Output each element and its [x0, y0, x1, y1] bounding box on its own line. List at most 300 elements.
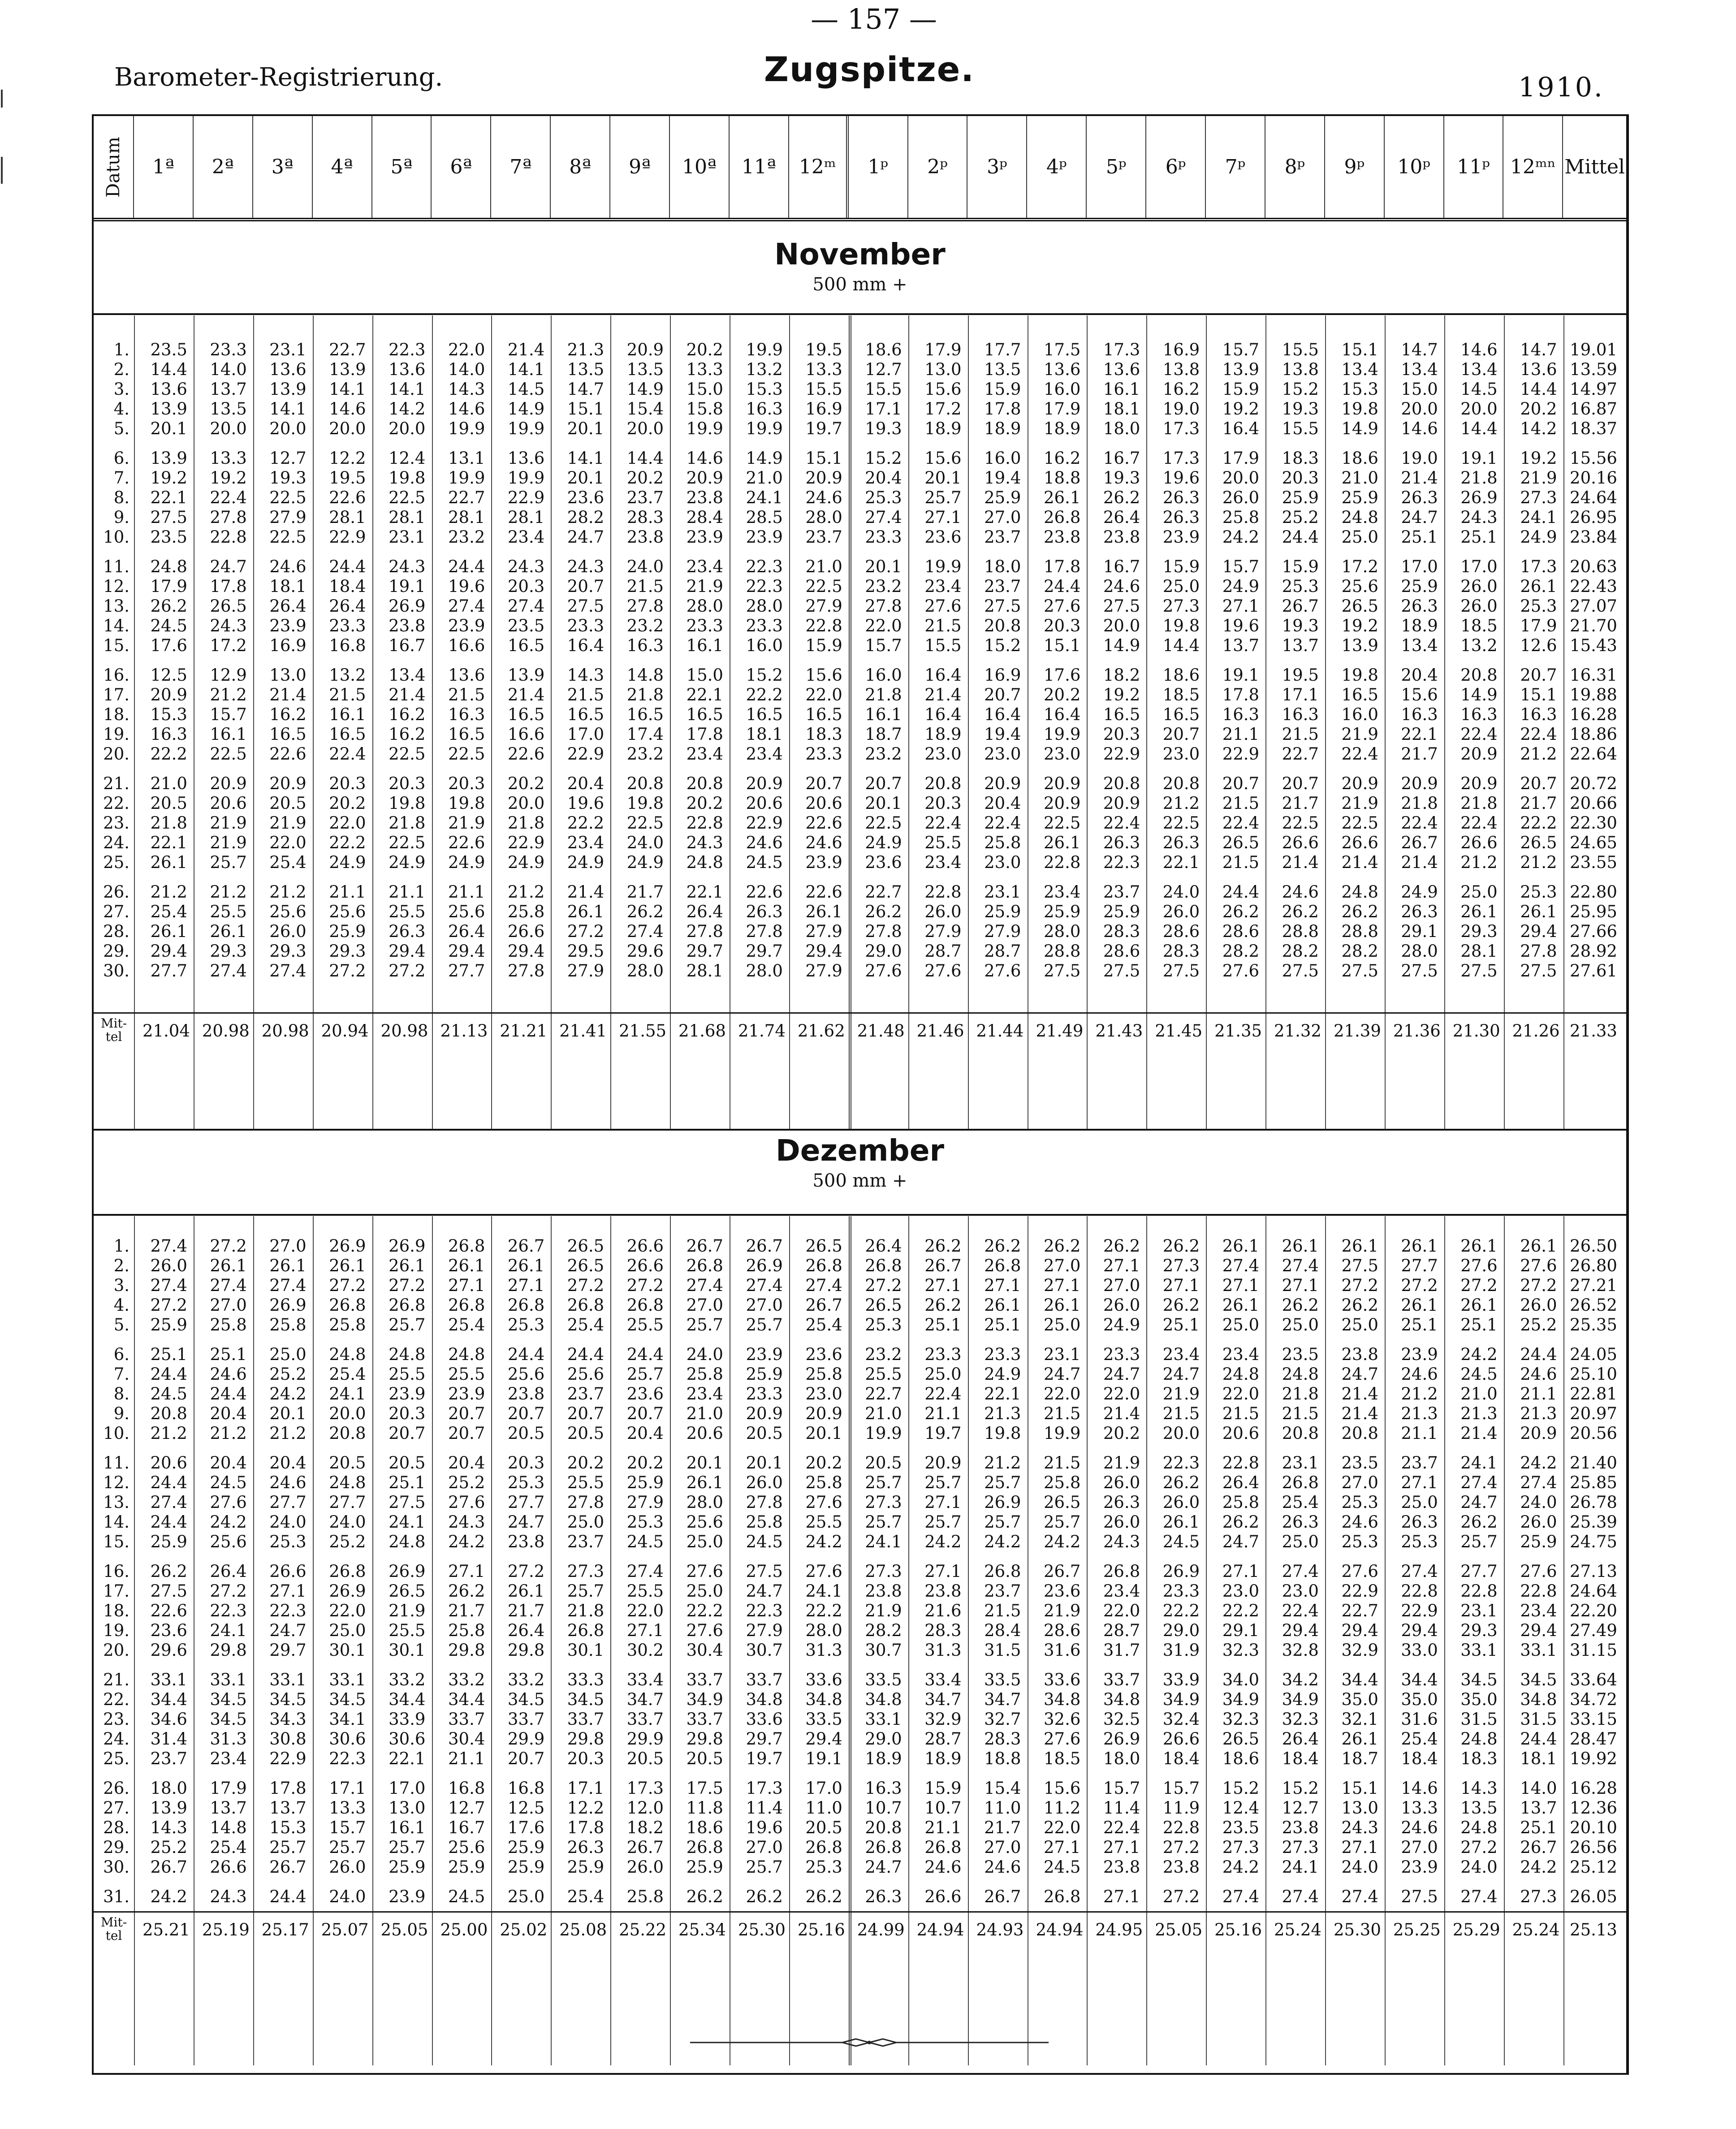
hourly-value: 13.9	[150, 399, 187, 419]
hourly-value: 26.8	[686, 1256, 723, 1275]
hourly-value: 33.5	[984, 1670, 1021, 1689]
hourly-value: 14.1	[567, 449, 605, 468]
daily-mean: 19.88	[1570, 685, 1617, 704]
day-label: 3.	[113, 1276, 130, 1295]
hourly-value: 22.1	[686, 882, 723, 902]
hourly-value: 19.3	[269, 468, 307, 488]
hourly-value: 20.0	[329, 1404, 366, 1423]
hourly-value: 21.2	[150, 1424, 187, 1443]
hourly-value: 14.4	[1460, 419, 1498, 438]
hourly-value: 27.7	[1401, 1256, 1438, 1275]
datum-label: Datum	[103, 136, 124, 198]
daily-mean: 25.10	[1570, 1365, 1617, 1384]
hourly-value: 27.7	[329, 1493, 366, 1512]
hourly-value: 22.2	[329, 833, 366, 852]
hourly-value: 29.3	[210, 941, 247, 961]
hourly-value: 19.9	[686, 419, 723, 438]
hourly-value: 26.9	[269, 1296, 307, 1315]
hourly-value: 17.9	[210, 1779, 247, 1798]
hourly-value: 20.9	[686, 468, 723, 488]
hourly-value: 23.2	[626, 744, 664, 764]
hourly-value: 30.6	[329, 1729, 366, 1749]
hourly-value: 20.8	[1460, 665, 1498, 685]
hourly-value: 24.5	[1460, 1365, 1498, 1384]
hourly-value: 13.6	[269, 360, 307, 379]
hourly-value: 16.3	[150, 725, 187, 744]
hourly-value: 26.8	[567, 1296, 605, 1315]
hourly-value: 27.2	[507, 1562, 545, 1581]
hourly-value: 27.2	[329, 1276, 366, 1295]
hourly-value: 23.9	[448, 1384, 485, 1403]
hourly-value: 22.5	[865, 813, 902, 833]
hourly-value: 27.1	[1222, 1276, 1260, 1295]
hourly-value: 21.5	[1222, 1404, 1260, 1423]
hourly-value: 10.7	[865, 1798, 902, 1818]
hourly-value: 25.9	[507, 1857, 545, 1877]
hourly-value: 21.0	[865, 1404, 902, 1423]
hourly-value: 22.4	[1460, 725, 1498, 744]
hourly-value: 20.7	[507, 1749, 545, 1768]
hourly-value: 21.0	[150, 774, 187, 793]
hourly-value: 18.1	[1103, 399, 1140, 419]
hourly-value: 18.9	[924, 725, 962, 744]
hourly-value: 24.6	[210, 1365, 247, 1384]
hourly-value: 32.6	[1044, 1710, 1081, 1729]
hourly-value: 23.8	[1044, 527, 1081, 547]
hourly-value: 19.3	[865, 419, 902, 438]
hourly-value: 24.6	[805, 488, 842, 507]
hourly-value: 26.2	[984, 1236, 1021, 1256]
monthly-mean: 25.13	[1570, 1920, 1617, 1939]
hourly-value: 22.4	[1282, 1601, 1319, 1620]
hourly-value: 27.4	[1520, 1473, 1557, 1492]
hourly-value: 23.7	[805, 527, 842, 547]
hourly-value: 22.9	[269, 1749, 307, 1768]
hourly-value: 34.7	[626, 1690, 664, 1709]
hourly-value: 19.9	[924, 557, 962, 576]
hourly-value: 26.4	[686, 902, 723, 921]
hourly-value: 27.6	[686, 1562, 723, 1581]
hour-header: 11ª	[730, 116, 789, 218]
day-label: 11.	[103, 1453, 130, 1473]
hourly-value: 25.1	[924, 1315, 962, 1334]
hourly-value: 24.8	[448, 1345, 485, 1364]
hourly-value: 17.6	[507, 1818, 545, 1837]
hourly-value: 27.5	[150, 1581, 187, 1601]
hourly-value: 26.9	[1162, 1562, 1200, 1581]
table-row	[94, 1562, 1626, 1581]
hourly-value: 23.4	[507, 527, 545, 547]
hourly-value: 27.2	[1162, 1838, 1200, 1857]
hourly-value: 24.8	[150, 557, 187, 576]
hourly-value: 20.0	[1460, 399, 1498, 419]
hourly-value: 24.0	[1460, 1857, 1498, 1877]
hourly-value: 26.1	[1401, 1296, 1438, 1315]
daily-mean: 24.64	[1570, 1581, 1617, 1601]
table-row	[94, 636, 1626, 656]
hourly-value: 21.7	[1401, 744, 1438, 764]
hourly-value: 28.2	[1341, 941, 1378, 961]
hourly-value: 13.9	[150, 1798, 187, 1818]
hourly-value: 27.4	[1460, 1473, 1498, 1492]
hourly-value: 27.4	[210, 1276, 247, 1295]
hourly-value: 22.8	[686, 813, 723, 833]
hourly-value: 19.2	[1341, 616, 1378, 635]
hourly-value: 23.9	[805, 853, 842, 872]
hourly-value: 20.0	[1401, 399, 1438, 419]
hourly-value: 17.7	[984, 340, 1021, 359]
hourly-value: 20.0	[1222, 468, 1260, 488]
hourly-value: 16.3	[1401, 705, 1438, 724]
hourly-value: 33.2	[389, 1670, 426, 1689]
hourly-value: 25.0	[1401, 1493, 1438, 1512]
hourly-value: 31.4	[150, 1729, 187, 1749]
hourly-value: 23.0	[984, 853, 1021, 872]
mean-label: Mit- tel	[100, 1915, 127, 1943]
hourly-value: 14.1	[329, 380, 366, 399]
table-row	[94, 1493, 1626, 1512]
hourly-value: 22.6	[805, 882, 842, 902]
hourly-value: 20.2	[507, 774, 545, 793]
hourly-value: 16.8	[507, 1779, 545, 1798]
hourly-value: 27.5	[1341, 961, 1378, 980]
hourly-mean: 24.95	[1095, 1920, 1143, 1939]
hourly-value: 22.6	[448, 833, 485, 852]
hourly-value: 28.1	[507, 508, 545, 527]
table-row	[94, 774, 1626, 794]
hourly-value: 13.0	[924, 360, 962, 379]
hourly-value: 25.3	[1341, 1532, 1378, 1551]
hourly-value: 19.8	[389, 468, 426, 488]
hourly-value: 13.5	[1460, 1798, 1498, 1818]
hourly-value: 27.6	[1044, 1729, 1081, 1749]
hourly-value: 13.2	[746, 360, 783, 379]
hourly-value: 24.7	[1222, 1532, 1260, 1551]
hourly-value: 21.4	[1341, 1384, 1378, 1403]
hourly-value: 16.1	[389, 1818, 426, 1837]
hourly-value: 22.4	[924, 813, 962, 833]
hourly-value: 24.7	[1341, 1365, 1378, 1384]
hourly-value: 13.3	[805, 360, 842, 379]
hourly-value: 25.2	[329, 1532, 366, 1551]
hourly-value: 27.3	[865, 1493, 902, 1512]
hourly-value: 27.0	[746, 1296, 783, 1315]
hourly-value: 30.8	[269, 1729, 307, 1749]
hourly-value: 15.1	[1341, 340, 1378, 359]
hourly-value: 18.2	[1103, 665, 1140, 685]
hourly-value: 27.0	[269, 1236, 307, 1256]
hourly-value: 27.4	[150, 1493, 187, 1512]
hourly-value: 26.1	[1460, 1236, 1498, 1256]
hourly-value: 24.3	[686, 833, 723, 852]
hourly-value: 24.7	[507, 1512, 545, 1532]
hourly-value: 29.4	[805, 941, 842, 961]
hourly-value: 23.4	[924, 577, 962, 596]
hourly-value: 21.2	[1162, 794, 1200, 813]
day-label: 23.	[103, 813, 130, 833]
hourly-value: 25.7	[567, 1581, 605, 1601]
hourly-value: 26.0	[1162, 1493, 1200, 1512]
hourly-value: 17.9	[150, 577, 187, 596]
hourly-value: 16.5	[507, 705, 545, 724]
hourly-value: 21.7	[1520, 794, 1557, 813]
hourly-value: 21.9	[448, 813, 485, 833]
hourly-value: 20.1	[865, 557, 902, 576]
hourly-value: 25.0	[1282, 1532, 1319, 1551]
hourly-value: 26.1	[1222, 1236, 1260, 1256]
hourly-value: 27.2	[1460, 1276, 1498, 1295]
table-row	[94, 577, 1626, 596]
hourly-value: 21.2	[269, 882, 307, 902]
hourly-value: 24.5	[150, 1384, 187, 1403]
day-label: 16.	[103, 1562, 130, 1581]
hourly-value: 26.0	[1103, 1473, 1140, 1492]
hourly-value: 26.3	[746, 902, 783, 921]
hourly-mean: 24.94	[1036, 1920, 1084, 1939]
daily-mean: 24.65	[1570, 833, 1617, 852]
hourly-value: 21.8	[626, 685, 664, 704]
hourly-value: 27.1	[448, 1562, 485, 1581]
day-label: 29.	[103, 941, 130, 961]
hourly-value: 25.8	[329, 1315, 366, 1334]
hourly-value: 26.0	[269, 922, 307, 941]
hourly-value: 24.3	[1460, 508, 1498, 527]
hourly-value: 20.4	[1401, 665, 1438, 685]
hourly-value: 26.1	[805, 902, 842, 921]
hourly-value: 34.9	[1162, 1690, 1200, 1709]
hourly-value: 23.2	[865, 1345, 902, 1364]
hourly-value: 24.4	[448, 557, 485, 576]
hourly-value: 24.5	[1044, 1857, 1081, 1877]
hourly-mean: 20.98	[261, 1021, 309, 1041]
day-label: 18.	[103, 705, 130, 724]
hourly-value: 27.6	[805, 1562, 842, 1581]
hourly-value: 26.3	[389, 922, 426, 941]
hourly-value: 29.4	[805, 1729, 842, 1749]
hourly-value: 21.2	[150, 882, 187, 902]
hourly-value: 26.6	[1341, 833, 1378, 852]
day-label: 4.	[113, 399, 130, 419]
hourly-value: 25.5	[805, 1512, 842, 1532]
hourly-value: 27.3	[1162, 596, 1200, 616]
hourly-value: 24.4	[150, 1365, 187, 1384]
hourly-value: 16.3	[448, 705, 485, 724]
hourly-value: 27.2	[1341, 1276, 1378, 1295]
hourly-value: 23.2	[626, 616, 664, 635]
hourly-value: 26.5	[567, 1256, 605, 1275]
hourly-value: 20.1	[686, 1453, 723, 1473]
hourly-value: 24.3	[210, 1887, 247, 1906]
hourly-value: 15.6	[924, 449, 962, 468]
hourly-value: 24.6	[1282, 882, 1319, 902]
hourly-value: 14.1	[269, 399, 307, 419]
hourly-value: 21.3	[567, 340, 605, 359]
hourly-value: 24.1	[210, 1621, 247, 1640]
hourly-value: 23.1	[389, 527, 426, 547]
hourly-value: 22.0	[865, 616, 902, 635]
hourly-value: 20.7	[389, 1424, 426, 1443]
hourly-value: 22.7	[865, 1384, 902, 1403]
hourly-value: 27.6	[924, 961, 962, 980]
hourly-value: 23.7	[626, 488, 664, 507]
hourly-value: 24.4	[1044, 577, 1081, 596]
hourly-value: 21.4	[507, 685, 545, 704]
hourly-value: 13.5	[626, 360, 664, 379]
hourly-value: 34.5	[567, 1690, 605, 1709]
hourly-value: 23.9	[269, 616, 307, 635]
hourly-value: 22.1	[984, 1384, 1021, 1403]
table-row	[94, 1512, 1626, 1532]
hourly-value: 20.5	[567, 1424, 605, 1443]
hourly-value: 33.1	[865, 1710, 902, 1729]
hourly-value: 25.5	[626, 1581, 664, 1601]
hourly-value: 24.4	[150, 1512, 187, 1532]
hourly-value: 16.0	[984, 449, 1021, 468]
hourly-value: 17.6	[150, 636, 187, 655]
hourly-value: 25.3	[269, 1532, 307, 1551]
hourly-value: 17.1	[567, 1779, 605, 1798]
table-row	[94, 853, 1626, 872]
hourly-value: 26.2	[1460, 1512, 1498, 1532]
hourly-value: 20.7	[1520, 665, 1557, 685]
hourly-value: 26.3	[1401, 596, 1438, 616]
hourly-value: 15.9	[924, 1779, 962, 1798]
hourly-value: 12.2	[329, 449, 366, 468]
hourly-value: 25.5	[924, 833, 962, 852]
hourly-value: 26.2	[865, 902, 902, 921]
hourly-value: 13.7	[210, 1798, 247, 1818]
hourly-value: 20.2	[1520, 399, 1557, 419]
hourly-value: 26.7	[507, 1236, 545, 1256]
hourly-value: 16.5	[746, 705, 783, 724]
hourly-value: 26.5	[210, 596, 247, 616]
hourly-value: 13.0	[389, 1798, 426, 1818]
hourly-value: 21.2	[507, 882, 545, 902]
hourly-value: 21.0	[1341, 468, 1378, 488]
hour-header: 2ª	[194, 116, 253, 218]
hourly-value: 16.2	[389, 725, 426, 744]
hourly-value: 25.0	[686, 1532, 723, 1551]
hourly-value: 15.3	[1341, 380, 1378, 399]
hourly-value: 23.7	[567, 1384, 605, 1403]
hourly-value: 16.0	[1341, 705, 1378, 724]
hourly-value: 24.5	[626, 1532, 664, 1551]
hourly-value: 27.4	[269, 961, 307, 980]
hourly-value: 22.2	[1222, 1601, 1260, 1620]
day-label: 11.	[103, 557, 130, 576]
hourly-value: 20.7	[626, 1404, 664, 1423]
hourly-value: 22.3	[210, 1601, 247, 1620]
hourly-value: 16.2	[269, 705, 307, 724]
hourly-value: 17.8	[210, 577, 247, 596]
hourly-value: 27.1	[1282, 1276, 1319, 1295]
hourly-value: 27.7	[448, 961, 485, 980]
hourly-value: 21.5	[1222, 853, 1260, 872]
hourly-value: 28.0	[746, 961, 783, 980]
hourly-value: 26.3	[1282, 1512, 1319, 1532]
hourly-value: 18.9	[924, 1749, 962, 1768]
hourly-value: 25.8	[1044, 1473, 1081, 1492]
hourly-value: 18.7	[1341, 1749, 1378, 1768]
hourly-value: 24.0	[686, 1345, 723, 1364]
hourly-value: 20.0	[1162, 1424, 1200, 1443]
hourly-value: 25.0	[924, 1365, 962, 1384]
hourly-value: 16.8	[448, 1779, 485, 1798]
hourly-value: 25.9	[389, 1857, 426, 1877]
hourly-value: 27.9	[984, 922, 1021, 941]
hour-header: 10ᵖ	[1385, 116, 1444, 218]
hourly-value: 26.7	[1044, 1562, 1081, 1581]
hourly-value: 13.3	[210, 449, 247, 468]
hourly-value: 17.9	[1222, 449, 1260, 468]
hourly-value: 14.1	[507, 360, 545, 379]
hourly-value: 26.7	[626, 1838, 664, 1857]
hourly-value: 34.4	[448, 1690, 485, 1709]
daily-mean: 26.05	[1570, 1887, 1617, 1906]
hourly-value: 21.5	[1282, 1404, 1319, 1423]
hourly-value: 27.1	[1103, 1838, 1140, 1857]
hourly-value: 25.9	[448, 1857, 485, 1877]
hourly-value: 27.4	[686, 1276, 723, 1295]
table-row	[94, 468, 1626, 488]
hourly-value: 25.9	[567, 1857, 605, 1877]
hourly-value: 13.5	[210, 399, 247, 419]
hourly-value: 20.8	[1341, 1424, 1378, 1443]
month-end-divider	[94, 1129, 1626, 1131]
day-label: 19.	[103, 1621, 130, 1640]
hourly-value: 27.3	[865, 1562, 902, 1581]
hourly-value: 21.7	[626, 882, 664, 902]
hourly-value: 29.4	[1520, 922, 1557, 941]
hour-header: 6ª	[432, 116, 491, 218]
hourly-value: 19.9	[865, 1424, 902, 1443]
table-row	[94, 744, 1626, 764]
hourly-mean: 25.24	[1512, 1920, 1560, 1939]
hourly-value: 27.3	[567, 1562, 605, 1581]
hourly-value: 24.8	[1460, 1818, 1498, 1837]
hourly-value: 26.0	[1162, 902, 1200, 921]
hourly-value: 20.3	[507, 1453, 545, 1473]
hourly-value: 23.8	[389, 616, 426, 635]
hour-header: 4ª	[313, 116, 372, 218]
hourly-value: 14.0	[210, 360, 247, 379]
hourly-value: 26.0	[150, 1256, 187, 1275]
hourly-value: 16.5	[686, 705, 723, 724]
hourly-value: 19.2	[210, 468, 247, 488]
hourly-value: 25.3	[1401, 1532, 1438, 1551]
hourly-value: 26.0	[626, 1857, 664, 1877]
hourly-value: 20.7	[1222, 774, 1260, 793]
hourly-value: 28.6	[1044, 1621, 1081, 1640]
hourly-value: 13.2	[1460, 636, 1498, 655]
hourly-value: 23.8	[1282, 1818, 1319, 1837]
hourly-value: 26.9	[1103, 1729, 1140, 1749]
hourly-mean: 25.24	[1274, 1920, 1321, 1939]
hourly-value: 26.5	[865, 1296, 902, 1315]
hourly-value: 25.8	[984, 833, 1021, 852]
hourly-value: 16.7	[1103, 557, 1140, 576]
hourly-value: 25.8	[507, 902, 545, 921]
day-label: 4.	[113, 1296, 130, 1315]
hourly-value: 15.9	[1222, 380, 1260, 399]
hourly-value: 22.8	[1044, 853, 1081, 872]
hourly-value: 25.4	[448, 1315, 485, 1334]
hourly-value: 25.0	[1282, 1315, 1319, 1334]
hourly-value: 16.9	[805, 399, 842, 419]
hourly-value: 15.7	[865, 636, 902, 655]
hourly-value: 17.1	[329, 1779, 366, 1798]
hourly-value: 13.6	[389, 360, 426, 379]
